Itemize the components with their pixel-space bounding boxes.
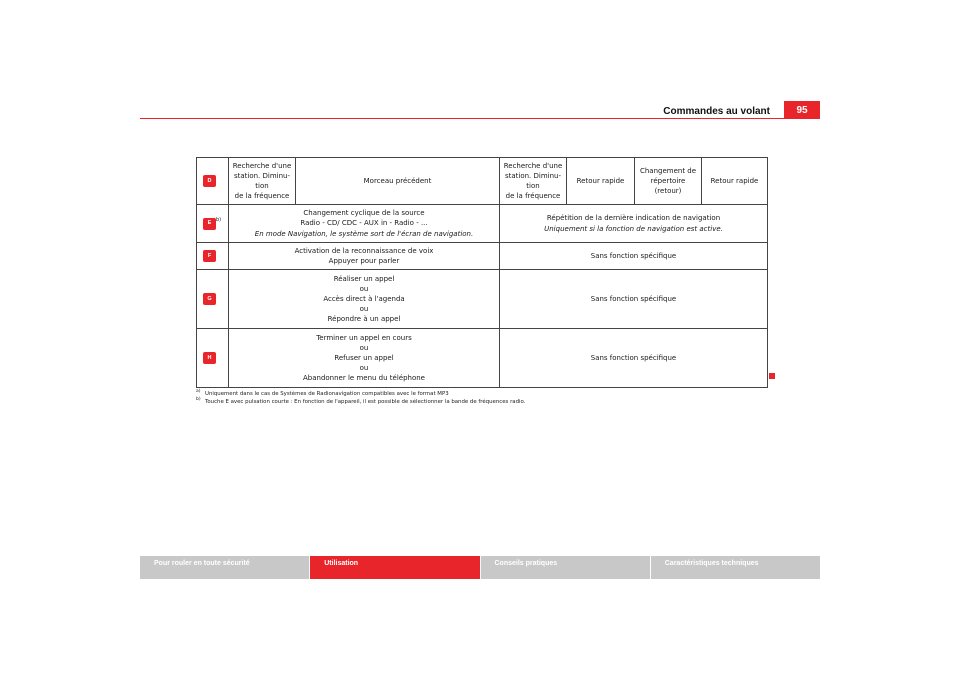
footnote-mark: a) bbox=[196, 389, 201, 394]
footnote-ref: b) bbox=[216, 216, 222, 223]
key-cell-g bbox=[197, 270, 229, 329]
cell-e-right bbox=[500, 205, 768, 243]
cell-line: Changement cyclique de la source bbox=[303, 209, 425, 218]
cell-line: (retour) bbox=[654, 187, 682, 196]
table-row-h bbox=[197, 329, 768, 388]
footer-tab-conseils[interactable]: Conseils pratiques bbox=[481, 556, 651, 579]
table-row-e bbox=[197, 205, 768, 243]
cell-line: tion bbox=[255, 182, 269, 190]
cell-line: ou bbox=[359, 343, 369, 352]
cell-f-right: Sans fonction spécifique bbox=[500, 243, 768, 270]
cell-line: répertoire bbox=[650, 176, 686, 185]
cell-f-left bbox=[229, 243, 500, 270]
footnote-text: Touche E avec pulsation courte : En fonction de l'appareil, il est possible de sélectionner la bande de fréquences radio. bbox=[205, 399, 526, 405]
key-cell-e bbox=[197, 205, 229, 243]
button-h-badge: H bbox=[203, 352, 216, 364]
cell-line: ou bbox=[359, 364, 369, 373]
footer-nav bbox=[140, 556, 820, 579]
cell-line: tion bbox=[526, 182, 540, 190]
cell-line: Recherche d'une bbox=[503, 161, 563, 170]
cell-h-right: Sans fonction spécifique bbox=[500, 329, 768, 388]
cell-note: En mode Navigation, le système sort de l'écran de navigation. bbox=[254, 229, 474, 238]
cell-g-right: Sans fonction spécifique bbox=[500, 270, 768, 329]
section-end-marker bbox=[769, 373, 775, 379]
cell-h-left bbox=[229, 329, 500, 388]
table-row-d bbox=[197, 158, 768, 205]
table-row-g bbox=[197, 270, 768, 329]
cell-line: Réaliser un appel bbox=[333, 274, 395, 283]
footnote-mark: b) bbox=[196, 397, 201, 402]
footer-tab-utilisation[interactable]: Utilisation bbox=[310, 556, 480, 579]
cell-line: Terminer un appel en cours bbox=[316, 333, 412, 342]
cell-e-left bbox=[229, 205, 500, 243]
footer-tab-caracteristiques[interactable]: Caractéristiques techniques bbox=[651, 556, 820, 579]
cell-d-rewind: Retour rapide bbox=[567, 158, 635, 205]
footnote-a bbox=[196, 391, 796, 397]
button-f-badge: F bbox=[203, 250, 216, 262]
cell-g-left bbox=[229, 270, 500, 329]
cell-line: de la fréquence bbox=[505, 192, 561, 201]
header-rule bbox=[140, 118, 820, 119]
button-g-badge: G bbox=[203, 293, 216, 305]
table-row-f bbox=[197, 243, 768, 270]
cell-line: ou bbox=[359, 305, 369, 314]
cell-line: Abandonner le menu du téléphone bbox=[303, 374, 425, 383]
button-d-badge: D bbox=[203, 175, 216, 187]
cell-line: Refuser un appel bbox=[334, 353, 394, 362]
cell-line: ou bbox=[359, 284, 369, 293]
button-e-badge: E bbox=[203, 218, 216, 230]
cell-line: Recherche d'une bbox=[232, 161, 292, 170]
footnote-b bbox=[196, 399, 796, 405]
cell-line: Répondre à un appel bbox=[327, 315, 401, 324]
page-number: 95 bbox=[784, 101, 820, 119]
cell-line: Appuyer pour parler bbox=[328, 257, 400, 265]
cell-note: Uniquement si la fonction de navigation est active. bbox=[544, 224, 723, 233]
key-cell-f bbox=[197, 243, 229, 270]
cell-line: Changement de bbox=[639, 166, 697, 175]
cell-d-directory bbox=[635, 158, 702, 205]
page-header-title: Commandes au volant bbox=[663, 106, 770, 117]
cell-line: Accès direct à l'agenda bbox=[323, 294, 405, 303]
controls-table bbox=[196, 157, 768, 388]
cell-d-rewind-2: Retour rapide bbox=[702, 158, 768, 205]
cell-line: Activation de la reconnaissance de voix bbox=[294, 246, 434, 255]
cell-line: Répétition de la dernière indication de navigation bbox=[546, 214, 721, 223]
cell-line: Radio - CD/ CDC - AUX in - Radio - ... bbox=[300, 219, 428, 228]
footnote-text: Uniquement dans le cas de Systèmes de Radionavigation compatibles avec le format MP3 bbox=[205, 391, 449, 397]
cell-d-previous-track: Morceau précédent bbox=[296, 158, 500, 205]
footnotes bbox=[196, 391, 796, 407]
key-cell-h bbox=[197, 329, 229, 388]
cell-line: station. Diminu- bbox=[233, 171, 291, 180]
cell-line: de la fréquence bbox=[234, 192, 290, 201]
cell-line: station. Diminu- bbox=[504, 171, 562, 180]
key-cell-d bbox=[197, 158, 229, 205]
footer-tab-securite[interactable]: Pour rouler en toute sécurité bbox=[140, 556, 310, 579]
cell-d-radio-nav bbox=[500, 158, 567, 205]
cell-d-radio bbox=[229, 158, 296, 205]
